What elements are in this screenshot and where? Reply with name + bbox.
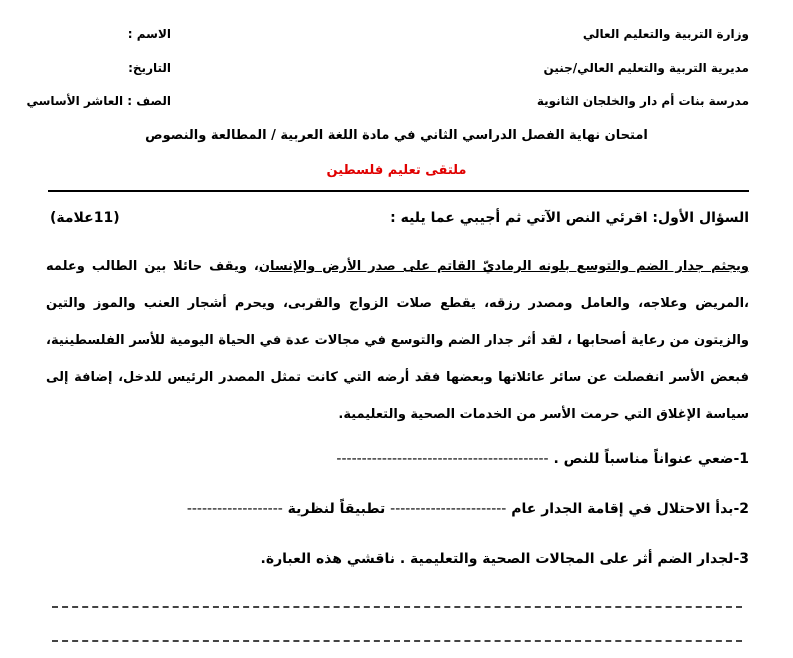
item-number: 2- [733,501,749,517]
item-number: 3- [733,551,749,567]
answer-dashes-year[interactable]: ----------------------- [390,501,507,517]
item-text-2: تطبيقاً لنظرية [287,501,386,517]
school-name: مدرسة بنات أم دار والخلجان الثانوية [536,94,749,108]
question-1-score: (11علامة) [50,210,120,226]
item-number: 1- [733,451,749,467]
header-divider [48,190,749,192]
reading-passage [46,248,749,433]
date-label: التاريخ: [128,61,171,75]
question-item-1 [336,451,749,467]
name-label: الاسم : [127,27,171,41]
passage-underlined-text: ويجثم جدار الضم والتوسع بلونه الرماديّ القاتم على صدر الأرض والإنسان [258,259,749,274]
item-text: ضعي عنواناً مناسباً للنص . [553,451,734,467]
passage-text: ، ويقف حائلا بين الطالب وعلمه ،المريض وعلاجه، والعامل ومصدر رزقه، يقطع صلات الزواج والقربى، ويحرم أشجار العنب والموز والتين والزيتون من رعاية أصحابها ، لقد أثر جدار الضم والتوسع في مجالات عدة في الحياة اليومية للأسر الفلسطينية، فبعض الأسر انفصلت عن سائر عائلاتها وبعضها فقد أرضه التي كانت تمثل المصدر الرئيس للدخل، إضافة إلى سياسة الإغلاق التي حرمت الأسر من الخدمات الصحية والتعليمية. [46,259,749,422]
grade-label: الصف : العاشر الأساسي [26,94,171,108]
question-1-title: السؤال الأول: اقرئي النص الآتي ثم أجيبي عما يليه : [390,210,749,226]
ministry-name: وزارة التربية والتعليم العالي [582,27,749,41]
site-name: ملتقى تعليم فلسطين [326,163,467,178]
item-text: لجدار الضم أثر على المجالات الصحية والتعليمية . ناقشي هذه العبارة. [260,551,734,567]
question-item-2 [187,501,749,517]
answer-dashes-theory[interactable]: ------------------- [186,501,283,517]
answer-line[interactable] [52,606,742,608]
item-text: بدأ الاحتلال في إقامة الجدار عام [511,501,734,517]
answer-line[interactable] [52,640,742,642]
question-item-3 [261,551,750,567]
answer-dashes[interactable]: ------------------------------------------ [336,451,549,467]
exam-title: امتحان نهاية الفصل الدراسي الثاني في مادة اللغة العربية / المطالعة والنصوص [145,128,648,143]
directorate-name: مديرية التربية والتعليم العالي/جنين [543,61,749,75]
